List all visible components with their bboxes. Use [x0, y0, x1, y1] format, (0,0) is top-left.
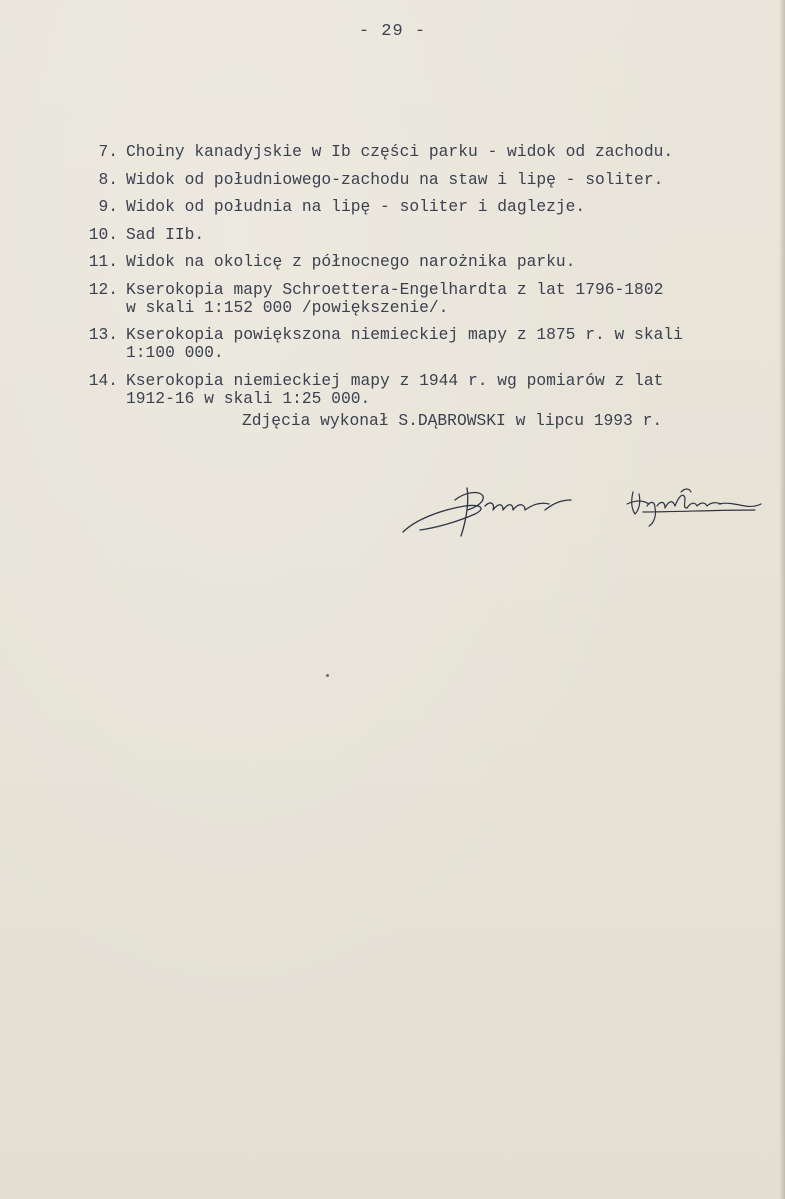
signature-right — [627, 489, 761, 526]
page-edge-shadow — [779, 0, 785, 1199]
photo-credit: Zdjęcia wykonał S.DĄBROWSKI w lipcu 1993 r. — [242, 411, 663, 430]
list-item — [60, 143, 760, 161]
item-number: 13. — [88, 325, 118, 344]
item-number: 7. — [98, 142, 118, 161]
list-item — [60, 372, 760, 408]
item-text: Choiny kanadyjskie w Ib części parku - widok od zachodu. — [126, 142, 674, 161]
list-item — [60, 198, 760, 216]
item-text: Widok od południa na lipę - soliter i daglezje. — [126, 197, 586, 216]
list-item — [60, 281, 760, 317]
item-text: Kserokopia mapy Schroettera-Engelhardta z lat 1796-1802 w skali 1:152 000 /powiększenie/. — [126, 279, 664, 317]
list-item — [60, 171, 760, 189]
item-number: 8. — [98, 169, 118, 189]
item-number: 10. — [88, 224, 118, 244]
item-number: 14. — [88, 370, 118, 390]
handwritten-signatures — [395, 470, 770, 550]
item-text: Kserokopia powiększona niemieckiej mapy z 1875 r. w skali 1:100 000. — [126, 325, 683, 362]
list-item — [60, 326, 760, 362]
item-text: Kserokopia niemieckiej mapy z 1944 r. wg pomiarów z lat 1912-16 w skali 1:25 000. — [126, 370, 664, 408]
item-text: Widok na okolicę z północnego narożnika parku. — [126, 252, 576, 271]
item-text: Sad IIb. — [126, 224, 205, 244]
list-item — [60, 253, 760, 271]
list-item — [60, 226, 760, 244]
paper-speck — [326, 674, 329, 677]
photo-list — [60, 143, 760, 417]
item-number: 9. — [98, 197, 118, 216]
item-number: 12. — [88, 279, 118, 299]
item-number: 11. — [88, 252, 118, 271]
page-number: - 29 - — [358, 22, 427, 41]
signature-left — [403, 488, 571, 536]
item-text: Widok od południowego-zachodu na staw i lipę - soliter. — [126, 169, 664, 189]
